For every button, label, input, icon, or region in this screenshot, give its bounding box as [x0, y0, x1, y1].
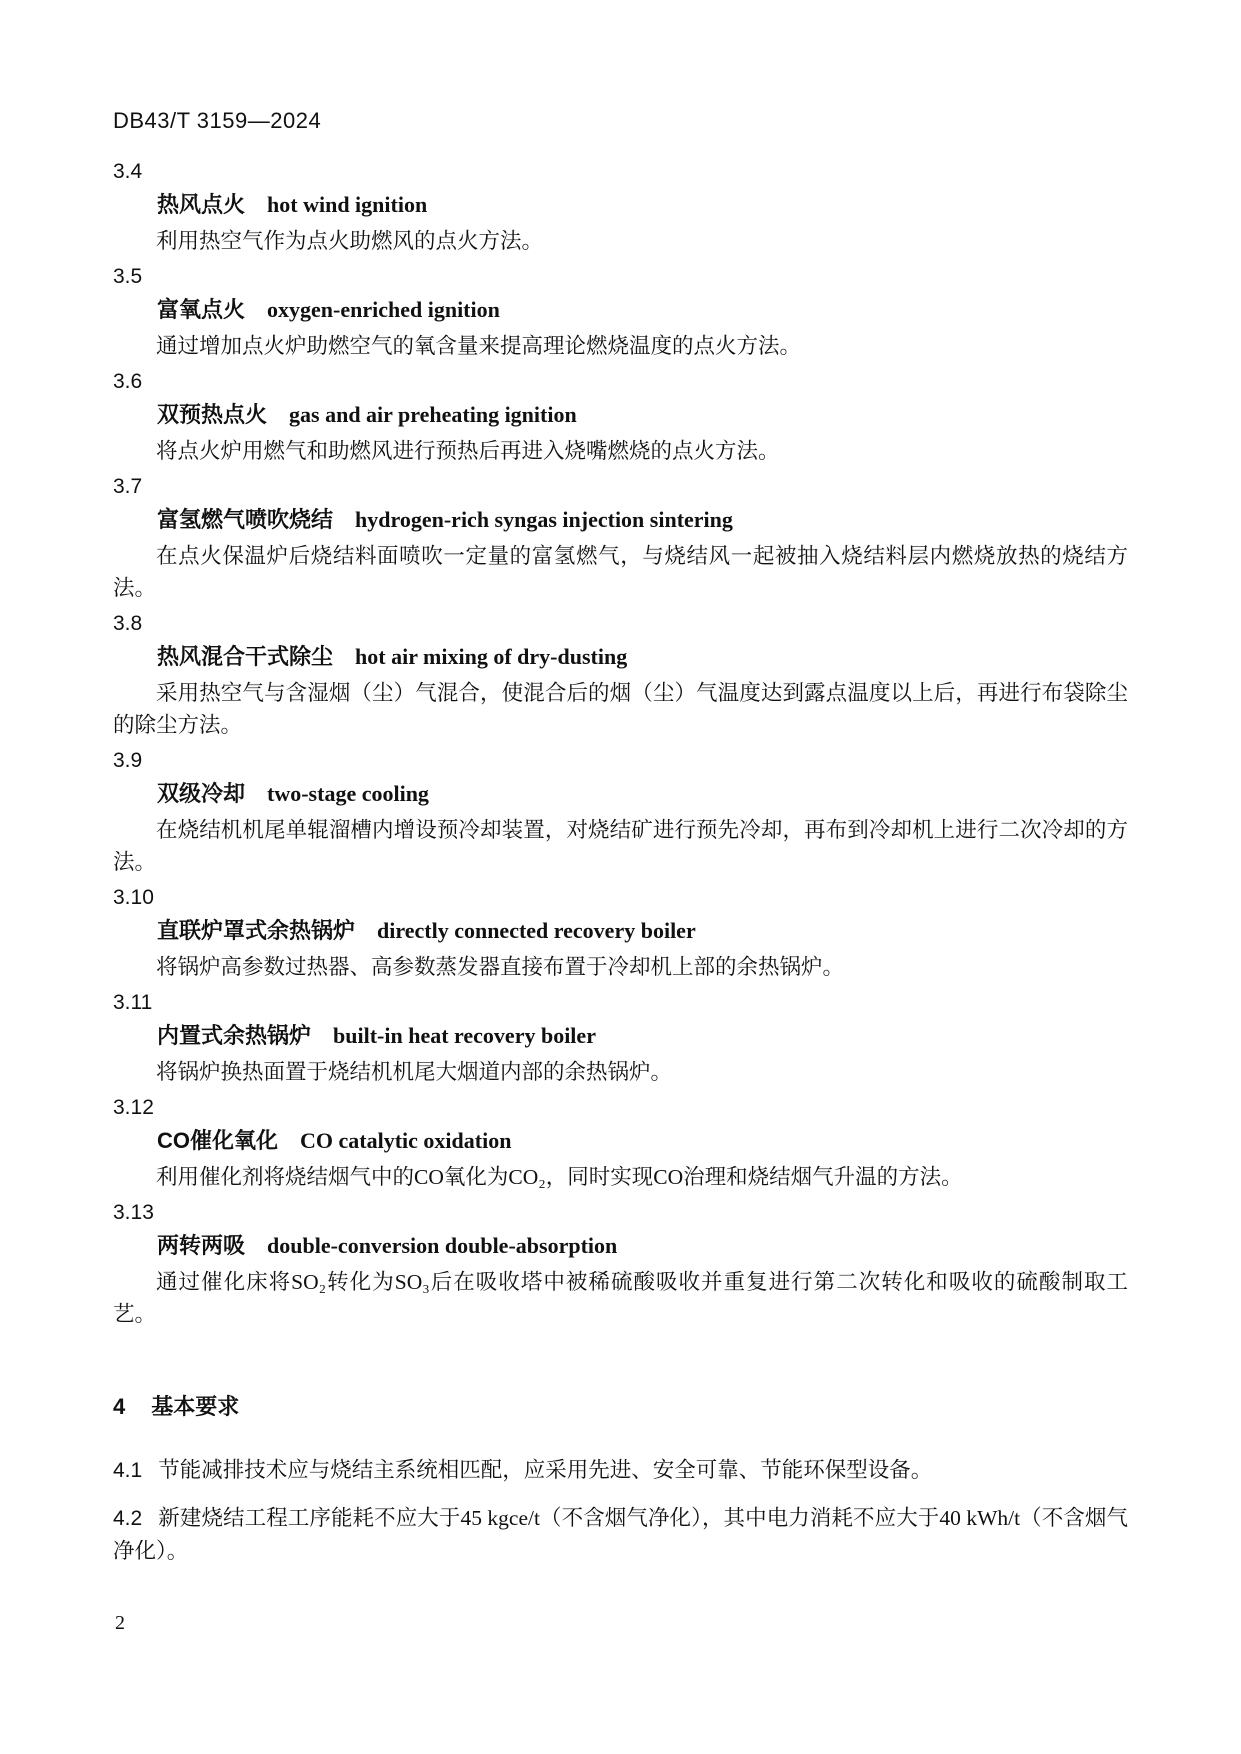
term-zh: 直联炉罩式余热锅炉 — [157, 918, 356, 943]
section-number: 4 — [113, 1394, 126, 1419]
page-number: 2 — [115, 1612, 125, 1634]
term-number: 3.5 — [113, 265, 143, 288]
term-definition: 通过增加点火炉助燃空气的氧含量来提高理论燃烧温度的点火方法。 — [156, 334, 802, 358]
section-title: 基本要求 — [151, 1394, 240, 1419]
term-3-9 — [113, 745, 1128, 878]
section-4-heading — [113, 1392, 1128, 1422]
term-en: double-conversion double-absorption — [267, 1233, 618, 1258]
term-number: 3.12 — [113, 1096, 154, 1119]
clause-number: 4.1 — [113, 1459, 143, 1482]
term-3-12 — [113, 1092, 1128, 1193]
term-number: 3.10 — [113, 886, 154, 909]
term-en: CO catalytic oxidation — [300, 1128, 512, 1153]
term-definition: 在点火保温炉后烧结料面喷吹一定量的富氢燃气，与烧结风一起被抽入烧结料层内燃烧放热的烧结方法。 — [113, 544, 1128, 600]
term-zh: 富氢燃气喷吹烧结 — [157, 507, 334, 532]
term-en: hot air mixing of dry-dusting — [355, 644, 628, 669]
term-3-7 — [113, 471, 1128, 604]
term-definition: 通过催化床将SO₂转化为SO₃后在吸收塔中被稀硫酸吸收并重复进行第二次转化和吸收的硫酸制取工艺。 — [113, 1270, 1128, 1326]
term-number: 3.6 — [113, 370, 143, 393]
term-zh: 内置式余热锅炉 — [157, 1023, 312, 1048]
term-en: directly connected recovery boiler — [377, 918, 696, 943]
clause-4-2 — [113, 1502, 1128, 1568]
term-zh: 热风点火 — [157, 192, 246, 217]
term-number: 3.9 — [113, 749, 143, 772]
term-number: 3.7 — [113, 475, 143, 498]
term-3-10 — [113, 882, 1128, 983]
term-title — [113, 504, 1128, 539]
term-title — [113, 294, 1128, 329]
term-3-13 — [113, 1197, 1128, 1330]
term-definition: 利用催化剂将烧结烟气中的CO氧化为CO₂，同时实现CO治理和烧结烟气升温的方法。 — [156, 1165, 963, 1189]
term-title — [113, 641, 1128, 676]
clause-text: 新建烧结工程工序能耗不应大于45 kgce/t（不含烟气净化），其中电力消耗不应大于40 kWh/t（不含烟气净化）。 — [113, 1506, 1128, 1563]
term-en: built-in heat recovery boiler — [333, 1023, 596, 1048]
term-title — [113, 189, 1128, 224]
term-zh: 富氧点火 — [157, 297, 246, 322]
term-definition: 将锅炉高参数过热器、高参数蒸发器直接布置于冷却机上部的余热锅炉。 — [156, 955, 845, 979]
term-en: two-stage cooling — [267, 781, 429, 806]
term-zh: 两转两吸 — [157, 1233, 246, 1258]
term-title — [113, 778, 1128, 813]
term-en: hydrogen-rich syngas injection sintering — [355, 507, 733, 532]
term-en: hot wind ignition — [267, 192, 428, 217]
term-3-5 — [113, 261, 1128, 362]
term-definition: 将点火炉用燃气和助燃风进行预热后再进入烧嘴燃烧的点火方法。 — [156, 439, 780, 463]
term-3-6 — [113, 366, 1128, 467]
term-number: 3.13 — [113, 1201, 154, 1224]
term-zh: 双级冷却 — [157, 781, 246, 806]
term-number: 3.11 — [113, 991, 153, 1014]
term-number: 3.8 — [113, 612, 143, 635]
term-zh: 热风混合干式除尘 — [157, 644, 334, 669]
term-title — [113, 915, 1128, 950]
term-definition: 在烧结机机尾单辊溜槽内增设预冷却装置，对烧结矿进行预先冷却，再布到冷却机上进行二次冷却的方法。 — [113, 818, 1128, 874]
term-title — [113, 1125, 1128, 1160]
term-3-11 — [113, 987, 1128, 1088]
term-number: 3.4 — [113, 160, 143, 183]
clause-number: 4.2 — [113, 1507, 143, 1530]
clause-text: 节能减排技术应与烧结主系统相匹配，应采用先进、安全可靠、节能环保型设备。 — [158, 1458, 933, 1482]
term-title — [113, 1020, 1128, 1055]
term-title — [113, 1230, 1128, 1265]
term-3-4 — [113, 156, 1128, 257]
term-en: gas and air preheating ignition — [289, 402, 577, 427]
term-zh: 双预热点火 — [157, 402, 268, 427]
term-3-8 — [113, 608, 1128, 741]
term-definition: 利用热空气作为点火助燃风的点火方法。 — [156, 229, 544, 253]
term-en: oxygen-enriched ignition — [267, 297, 500, 322]
clause-4-1 — [113, 1454, 1128, 1487]
term-definition: 采用热空气与含湿烟（尘）气混合，使混合后的烟（尘）气温度达到露点温度以上后，再进行布袋除尘的除尘方法。 — [113, 681, 1128, 737]
doc-code: DB43/T 3159—2024 — [113, 108, 322, 133]
term-zh: CO催化氧化 — [157, 1128, 279, 1153]
term-title — [113, 399, 1128, 434]
term-definition: 将锅炉换热面置于烧结机机尾大烟道内部的余热锅炉。 — [156, 1060, 673, 1084]
